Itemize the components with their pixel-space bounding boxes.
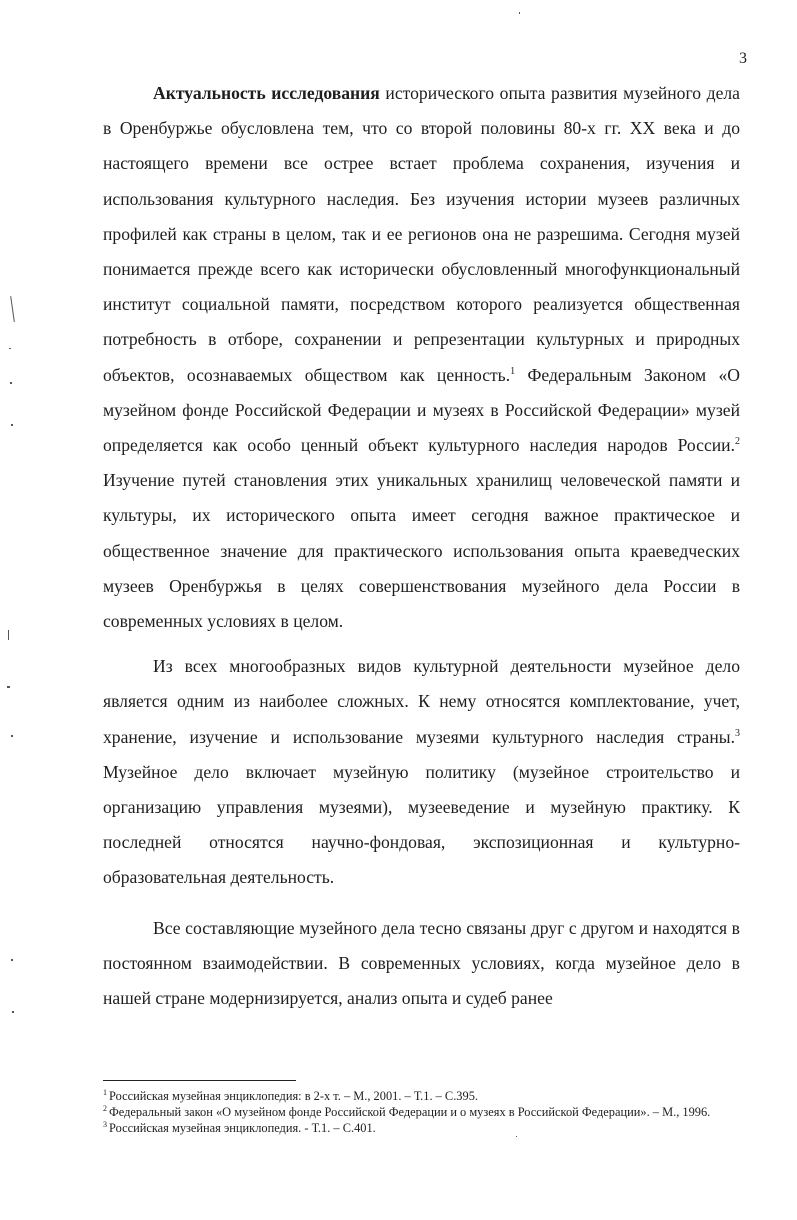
paragraph-museum-activity xyxy=(103,649,740,895)
paragraph-components xyxy=(103,911,740,1017)
paragraph-text: Из всех многообразных видов культурной деятельности музейное дело является одним из наиболее сложных. К нему относятся комплектование, учет, хранение, изучение и использование музеями культурного наследия страны. xyxy=(103,656,740,747)
footnote-text: Федеральный закон «О музейном фонде Российской Федерации и о музеях в Российской Федерации». – М., 1996. xyxy=(109,1105,711,1119)
footnote-text: Российская музейная энциклопедия. - Т.1. – С.401. xyxy=(109,1121,376,1135)
paragraph-text: Музейное дело включает музейную политику (музейное строительство и организацию управления музеями), музееведение и музейную практику. К последней относятся научно-фондовая, экспозиционная и культурно-образовательная деятельность. xyxy=(103,761,740,888)
page-number: 3 xyxy=(739,50,747,67)
footnote-mark: 1 xyxy=(103,1088,107,1097)
footnote-3 xyxy=(103,1120,740,1136)
footnotes xyxy=(103,1088,740,1136)
footnote-ref-1: 1 xyxy=(510,365,516,377)
scan-artifact xyxy=(9,348,11,349)
scan-artifact xyxy=(8,630,9,640)
scan-artifact xyxy=(516,1136,517,1137)
scan-artifact xyxy=(11,959,13,961)
scan-artifact xyxy=(7,686,10,688)
footnote-mark: 2 xyxy=(103,1104,107,1113)
footnote-separator xyxy=(103,1080,296,1081)
footnote-ref-3: 3 xyxy=(735,727,740,739)
body-text xyxy=(103,76,740,1016)
footnote-ref-2: 2 xyxy=(735,436,740,448)
footnote-1 xyxy=(103,1088,740,1104)
footnote-mark: 3 xyxy=(103,1120,107,1129)
paragraph-relevance xyxy=(103,76,740,639)
scan-artifact xyxy=(11,424,13,426)
footnote-2 xyxy=(103,1104,740,1120)
paragraph-text: Федеральным Законом «О музейном фонде Российской Федерации и музеях в Российской Федерации» музей определяется как особо ценный объект культурного наследия народов России. xyxy=(103,364,740,456)
scan-artifact xyxy=(519,12,520,14)
scan-artifact xyxy=(11,735,13,737)
paragraph-text: исторического опыта развития музейного дела в Оренбуржье обусловлена тем, что со второй половины 80-х гг. XX века и до настоящего времени все острее встает проблема сохранения, изучения и использования культурного наследия. Без изучения истории музеев различных профилей как страны в целом, так и ее регионов она не разрешима. Сегодня музей понимается прежде всего как исторически обусловленный многофункциональный институт социальной памяти, посредством которого реализуется общественная потребность в отборе, сохранении и репрезентации культурных и природных объектов, осознаваемых обществом как ценность. xyxy=(103,83,740,385)
paragraph-text: Все составляющие музейного дела тесно связаны друг с другом и находятся в постоянном взаимодействии. В современных условиях, когда музейное дело в нашей стране модернизируется, анализ опыта и судеб ранее xyxy=(103,917,740,1009)
footnote-text: Российская музейная энциклопедия: в 2-х т. – М., 2001. – Т.1. – С.395. xyxy=(109,1089,478,1103)
scan-artifact xyxy=(10,296,15,322)
paragraph-text: Изучение путей становления этих уникальных хранилищ человеческой памяти и культуры, их исторического опыта имеет сегодня важное практическое и общественное значение для практического использования опыта краеведческих музеев Оренбуржья в целях совершенствования музейного дела России в современных условиях в целом. xyxy=(103,470,740,632)
lead-phrase: Актуальность исследования xyxy=(153,83,380,103)
scan-artifact xyxy=(10,382,12,384)
scan-artifact xyxy=(12,1011,14,1013)
